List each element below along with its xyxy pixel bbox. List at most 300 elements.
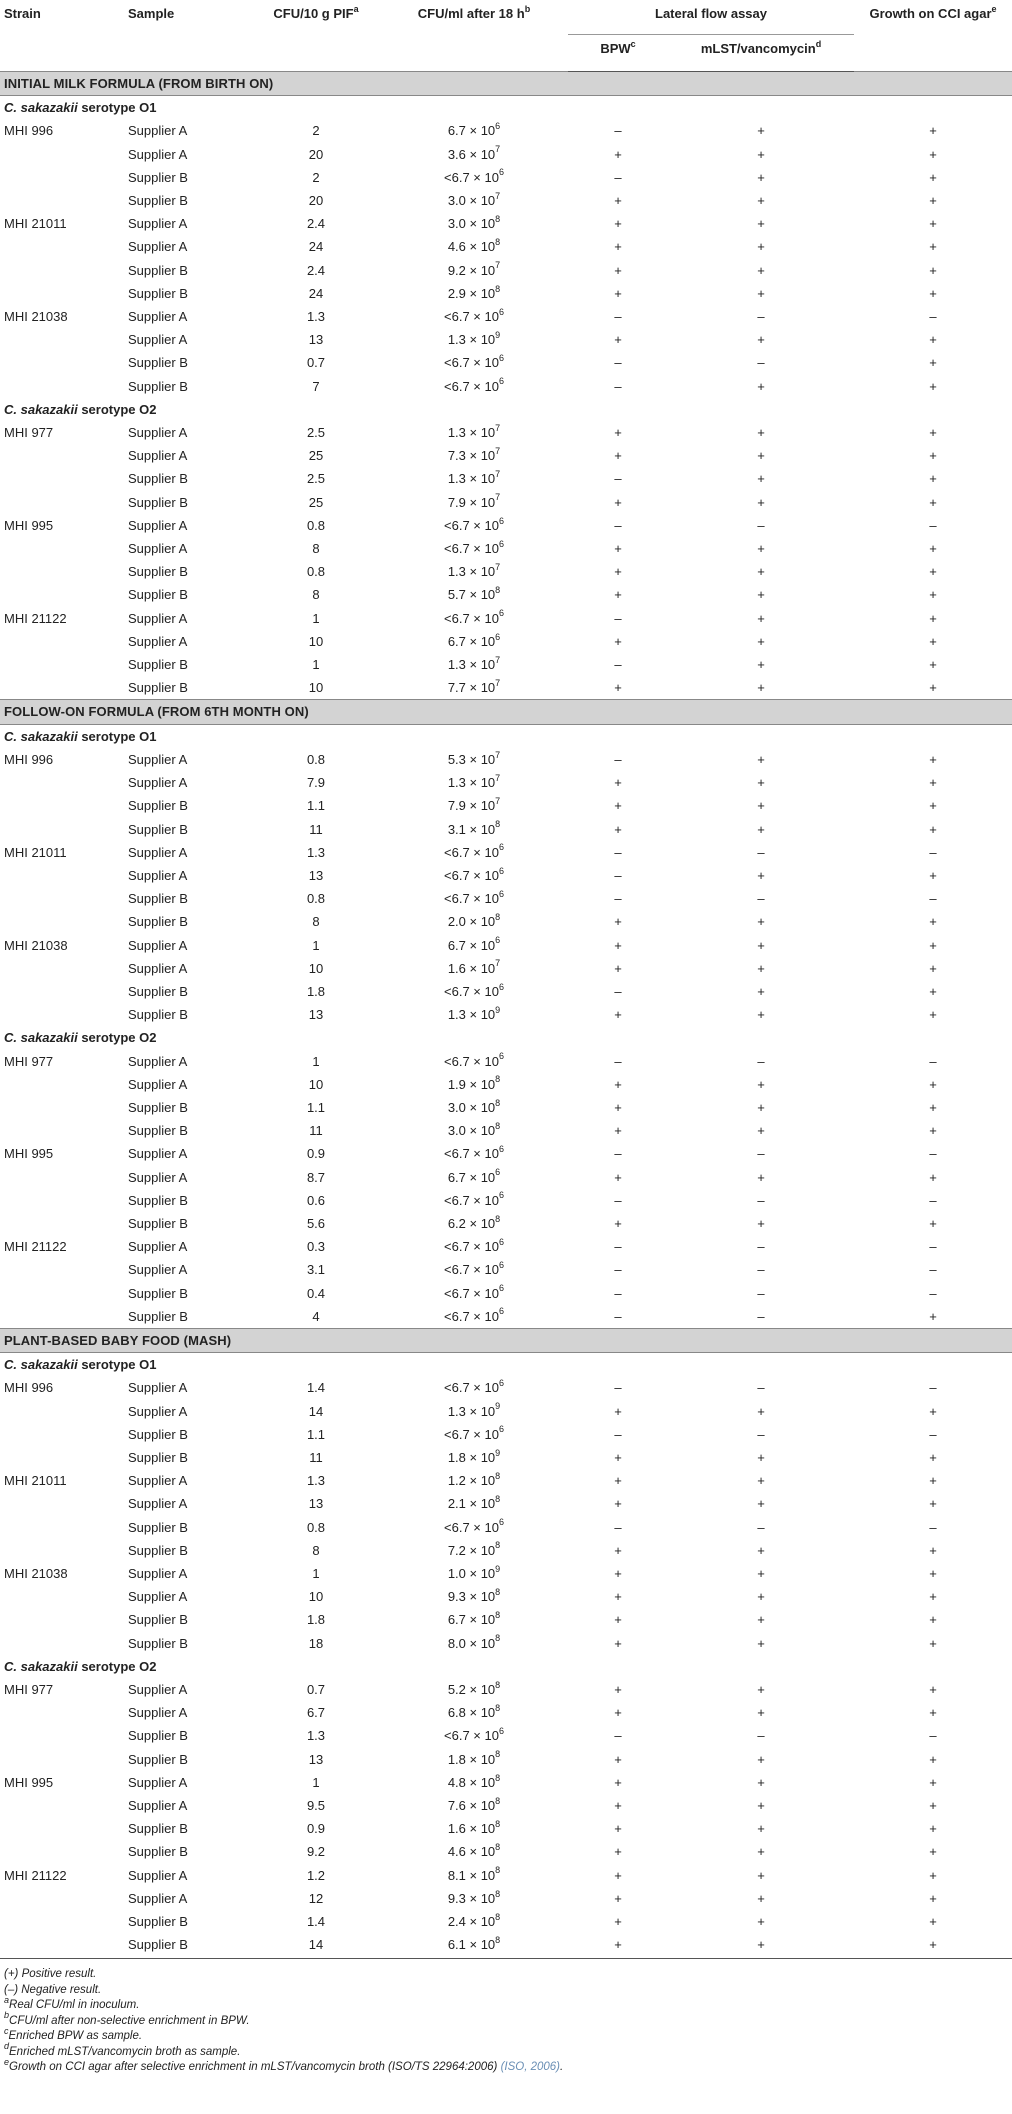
- cell-bpw: –: [614, 1380, 622, 1396]
- section-title: INITIAL MILK FORMULA (FROM BIRTH ON): [0, 72, 1012, 96]
- cell-cfu-ml: $7.2 \times 10^8$: [447, 1540, 501, 1558]
- col-cfu-ml: CFU/ml after 18 $h^b$: [417, 3, 531, 21]
- cell-sample: Supplier A: [128, 1798, 188, 1814]
- cell-cfu-ml: $7.7 \times 10^7$: [447, 677, 501, 696]
- cell-mlst: –: [757, 1519, 765, 1535]
- cell-cfu-pif: 10: [308, 960, 324, 976]
- cell-bpw: +: [614, 1635, 622, 1651]
- cell-bpw: +: [614, 821, 622, 837]
- cell-sample: Supplier B: [128, 1914, 188, 1930]
- cell-sample: Supplier B: [128, 355, 188, 371]
- table-row: [0, 1305, 1012, 1329]
- table-row: [0, 1376, 1012, 1399]
- serotype-title: C. sakazakii serotype O1: [4, 1357, 157, 1373]
- cell-strain: [0, 1701, 124, 1724]
- table-row: [0, 630, 1012, 653]
- cell-sample: Supplier B: [128, 1519, 188, 1535]
- cell-mlst: +: [757, 867, 765, 883]
- cell-sample: Supplier A: [128, 751, 188, 767]
- cell-growth: +: [929, 471, 937, 487]
- cell-sample: Supplier B: [128, 1123, 188, 1139]
- table-row: [0, 1748, 1012, 1771]
- cell-cfu-ml: $1.3 \times 10^9$: [447, 1004, 501, 1023]
- table-row: [0, 1771, 1012, 1794]
- cell-mlst: +: [757, 798, 765, 814]
- cell-growth: +: [929, 1496, 937, 1512]
- cell-cfu-pif: 9.5: [306, 1798, 326, 1814]
- cell-mlst: +: [757, 1099, 765, 1115]
- cell-cfu-ml: $7.3 \times 10^7$: [447, 445, 501, 464]
- cell-growth: +: [929, 123, 937, 139]
- table-row: [0, 1887, 1012, 1910]
- cell-growth: +: [929, 262, 937, 278]
- cell-strain: [0, 1305, 124, 1329]
- cell-mlst: –: [757, 1239, 765, 1255]
- table-row: [0, 1933, 1012, 1956]
- cell-cfu-ml: $6.7 \times 10^8$: [447, 1610, 501, 1628]
- cell-sample: Supplier B: [128, 680, 188, 696]
- cell-cfu-ml: $1.3 \times 10^7$: [447, 772, 501, 791]
- cell-bpw: +: [614, 494, 622, 510]
- cell-growth: +: [929, 1798, 937, 1814]
- cell-cfu-pif: 1.2: [306, 1867, 326, 1883]
- cell-strain: [0, 1794, 124, 1817]
- cell-mlst: +: [757, 1867, 765, 1883]
- cell-growth: +: [929, 775, 937, 791]
- cell-cfu-ml: $<6.7 \times 10^6$: [444, 538, 504, 557]
- cell-cfu-pif: 18: [308, 1635, 324, 1651]
- cell-strain: MHI 21038: [4, 1566, 68, 1581]
- cell-bpw: +: [614, 633, 622, 649]
- cell-cfu-pif: 1: [312, 1053, 320, 1069]
- cell-strain: [0, 1492, 124, 1515]
- cell-strain: MHI 996: [4, 1380, 54, 1396]
- cell-sample: Supplier B: [128, 1844, 188, 1860]
- cell-strain: [0, 980, 124, 1003]
- cell-strain: MHI 977: [4, 1053, 54, 1069]
- cell-strain: [0, 583, 124, 606]
- cell-sample: Supplier B: [128, 1449, 188, 1465]
- cell-growth: +: [929, 657, 937, 673]
- cell-mlst: +: [757, 193, 765, 209]
- cell-cfu-pif: 11: [309, 1449, 323, 1465]
- cell-growth: +: [929, 680, 937, 696]
- cell-growth: –: [929, 1426, 937, 1442]
- cell-sample: Supplier B: [128, 891, 188, 907]
- cell-bpw: +: [614, 587, 622, 603]
- cell-growth: +: [929, 587, 937, 603]
- table-row: [0, 1701, 1012, 1724]
- cell-bpw: –: [614, 983, 622, 999]
- table-row: [0, 1585, 1012, 1608]
- serotype-group-header: [0, 1353, 1012, 1377]
- cell-cfu-ml: $1.3 \times 10^7$: [447, 561, 501, 580]
- table-row: [0, 189, 1012, 212]
- cell-mlst: +: [757, 633, 765, 649]
- cell-sample: Supplier B: [128, 1542, 188, 1558]
- cell-cfu-ml: $1.6 \times 10^7$: [447, 958, 501, 976]
- cell-bpw: –: [614, 123, 622, 139]
- cell-bpw: –: [614, 867, 622, 883]
- cell-cfu-ml: $9.2 \times 10^7$: [447, 260, 501, 278]
- cell-strain: [0, 1282, 124, 1305]
- cell-sample: Supplier A: [128, 1403, 188, 1419]
- cell-cfu-ml: $<6.7 \times 10^6$: [444, 1306, 504, 1324]
- cell-bpw: +: [614, 1774, 622, 1790]
- cell-growth: +: [929, 1635, 937, 1651]
- cell-sample: Supplier A: [128, 775, 188, 791]
- cell-sample: Supplier B: [128, 471, 188, 487]
- cell-strain: [0, 630, 124, 653]
- cell-cfu-pif: 14: [308, 1937, 324, 1953]
- cell-growth: +: [929, 355, 937, 371]
- cell-strain: [0, 1258, 124, 1281]
- cell-bpw: +: [614, 1589, 622, 1605]
- cell-cfu-pif: 3.1: [306, 1262, 326, 1278]
- cell-cfu-ml: $6.7 \times 10^6$: [447, 631, 501, 649]
- table-row: [0, 351, 1012, 374]
- cell-cfu-ml: $6.7 \times 10^6$: [447, 935, 501, 953]
- cell-growth: –: [929, 309, 937, 325]
- cell-sample: Supplier B: [128, 587, 188, 603]
- cell-mlst: +: [757, 541, 765, 557]
- table-row: [0, 1469, 1012, 1492]
- cell-cfu-ml: $<6.7 \times 10^6$: [444, 1236, 504, 1255]
- table-row: [0, 676, 1012, 700]
- cell-sample: Supplier A: [128, 239, 188, 255]
- cell-bpw: +: [614, 1076, 622, 1092]
- cell-bpw: –: [614, 657, 622, 673]
- table-row: [0, 980, 1012, 1003]
- cell-bpw: +: [614, 1169, 622, 1185]
- cell-strain: [0, 1840, 124, 1863]
- cell-cfu-pif: 24: [308, 285, 324, 301]
- cell-sample: Supplier A: [128, 1380, 188, 1396]
- footnote-negative: (–) Negative result.: [4, 1983, 102, 1996]
- cell-mlst: –: [757, 891, 765, 907]
- cell-mlst: +: [757, 332, 765, 348]
- cell-mlst: +: [757, 1635, 765, 1651]
- cell-cfu-pif: 7: [312, 378, 320, 394]
- cell-cfu-ml: $1.8 \times 10^8$: [447, 1749, 501, 1767]
- cell-mlst: +: [757, 680, 765, 696]
- cell-sample: Supplier B: [128, 1285, 188, 1301]
- cell-mlst: +: [757, 239, 765, 255]
- cell-mlst: +: [757, 1007, 765, 1023]
- cell-bpw: +: [614, 937, 622, 953]
- cell-growth: +: [929, 1123, 937, 1139]
- cell-bpw: –: [614, 1426, 622, 1442]
- cell-mlst: +: [757, 1612, 765, 1628]
- cell-mlst: +: [757, 1821, 765, 1837]
- cell-cfu-pif: 2.4: [306, 216, 326, 232]
- cell-cfu-ml: $4.6 \times 10^8$: [447, 237, 501, 255]
- cell-strain: MHI 21011: [4, 844, 67, 860]
- cell-strain: [0, 560, 124, 583]
- cell-growth: +: [929, 1099, 937, 1115]
- cell-strain: [0, 1724, 124, 1747]
- cell-cfu-pif: 1.1: [306, 1099, 326, 1115]
- cell-bpw: –: [614, 1519, 622, 1535]
- cell-strain: [0, 1585, 124, 1608]
- table-row: [0, 259, 1012, 282]
- serotype-title: C. sakazakii serotype O2: [4, 1658, 157, 1674]
- cell-growth: +: [929, 1308, 937, 1324]
- cell-bpw: –: [614, 517, 622, 533]
- cell-mlst: +: [757, 751, 765, 767]
- cell-bpw: +: [614, 216, 622, 232]
- table-row: [0, 1235, 1012, 1258]
- cell-sample: Supplier A: [128, 448, 188, 464]
- cell-strain: MHI 995: [4, 517, 54, 533]
- cell-sample: Supplier B: [128, 1937, 188, 1953]
- cell-strain: [0, 1166, 124, 1189]
- cell-sample: Supplier A: [128, 610, 188, 626]
- cell-growth: +: [929, 541, 937, 557]
- cell-sample: Supplier B: [128, 1099, 188, 1115]
- serotype-title: C. sakazakii serotype O2: [4, 1030, 157, 1046]
- footnote-c: $^c$Enriched BPW as sample.: [4, 2025, 143, 2043]
- cell-mlst: +: [757, 378, 765, 394]
- cell-bpw: +: [614, 1473, 622, 1489]
- footnote-a: $^a$Real CFU/ml in inoculum.: [4, 1994, 140, 2012]
- table-row: [0, 1632, 1012, 1655]
- iso-reference-link[interactable]: (ISO, 2006): [500, 2061, 561, 2074]
- cell-cfu-ml: $<6.7 \times 10^6$: [444, 981, 504, 999]
- cell-strain: MHI 21011: [4, 1473, 67, 1489]
- cell-growth: +: [929, 564, 937, 580]
- table-row: [0, 957, 1012, 980]
- cell-cfu-ml: $9.3 \times 10^8$: [447, 1586, 501, 1605]
- cell-bpw: –: [614, 844, 622, 860]
- table-row: [0, 1400, 1012, 1423]
- cell-bpw: +: [614, 1821, 622, 1837]
- cell-cfu-ml: $<6.7 \times 10^6$: [444, 515, 504, 533]
- col-growth: Growth on CCI agar$^e$: [869, 3, 997, 21]
- cell-strain: [0, 1096, 124, 1119]
- cell-cfu-pif: 1: [312, 1774, 320, 1790]
- cell-cfu-ml: $1.3 \times 10^7$: [447, 654, 501, 673]
- cell-cfu-ml: $1.3 \times 10^9$: [447, 1401, 501, 1419]
- cell-growth: +: [929, 1449, 937, 1465]
- cell-mlst: –: [757, 1192, 765, 1208]
- cell-cfu-pif: 25: [308, 448, 324, 464]
- cell-strain: MHI 996: [4, 751, 54, 767]
- table-row: [0, 166, 1012, 189]
- cell-strain: MHI 995: [4, 1774, 54, 1790]
- cell-cfu-ml: $<6.7 \times 10^6$: [444, 1726, 504, 1744]
- table-row: [0, 1794, 1012, 1817]
- cell-mlst: +: [757, 471, 765, 487]
- cell-sample: Supplier A: [128, 1890, 188, 1906]
- cell-strain: [0, 794, 124, 817]
- cell-sample: Supplier A: [128, 960, 188, 976]
- cell-strain: [0, 1632, 124, 1655]
- cell-strain: [0, 166, 124, 189]
- cell-growth: +: [929, 1751, 937, 1767]
- cell-cfu-pif: 2.5: [306, 425, 326, 441]
- cell-cfu-ml: $5.7 \times 10^8$: [447, 585, 501, 603]
- cell-sample: Supplier B: [128, 1821, 188, 1837]
- cell-growth: +: [929, 1612, 937, 1628]
- table-row: [0, 771, 1012, 794]
- cell-cfu-pif: 11: [309, 821, 323, 837]
- cell-cfu-pif: 2.4: [306, 262, 326, 278]
- cell-strain: MHI 21122: [4, 610, 67, 626]
- cell-mlst: +: [757, 1589, 765, 1605]
- cell-cfu-ml: $1.0 \times 10^9$: [447, 1563, 501, 1581]
- table-row: [0, 560, 1012, 583]
- cell-bpw: +: [614, 564, 622, 580]
- cell-bpw: +: [614, 1612, 622, 1628]
- cell-strain: [0, 771, 124, 794]
- cell-strain: [0, 818, 124, 841]
- table-row: [0, 1910, 1012, 1933]
- cell-bpw: –: [614, 1146, 622, 1162]
- cell-sample: Supplier B: [128, 914, 188, 930]
- cell-bpw: +: [614, 541, 622, 557]
- cell-mlst: +: [757, 1890, 765, 1906]
- cell-sample: Supplier B: [128, 798, 188, 814]
- cell-cfu-pif: 2: [312, 123, 320, 139]
- cell-bpw: –: [614, 1285, 622, 1301]
- section-title: FOLLOW-ON FORMULA (FROM 6TH MONTH ON): [0, 700, 1012, 724]
- cell-sample: Supplier A: [128, 1705, 188, 1721]
- cell-cfu-pif: 0.9: [306, 1821, 326, 1837]
- cell-cfu-pif: 25: [308, 494, 324, 510]
- cell-strain: [0, 1400, 124, 1423]
- cell-growth: +: [929, 494, 937, 510]
- cell-strain: [0, 1748, 124, 1771]
- cell-growth: +: [929, 960, 937, 976]
- cell-cfu-pif: 1: [312, 657, 320, 673]
- cell-mlst: –: [757, 355, 765, 371]
- cell-growth: +: [929, 216, 937, 232]
- cell-mlst: +: [757, 1169, 765, 1185]
- serotype-title: C. sakazakii serotype O1: [4, 728, 157, 744]
- cell-growth: –: [929, 1380, 937, 1396]
- cell-sample: Supplier A: [128, 332, 188, 348]
- cell-growth: –: [929, 1053, 937, 1069]
- cell-strain: [0, 1119, 124, 1142]
- cell-growth: +: [929, 169, 937, 185]
- cell-strain: [0, 1212, 124, 1235]
- table-row: [0, 818, 1012, 841]
- cell-cfu-ml: $3.6 \times 10^7$: [447, 144, 501, 162]
- cell-growth: +: [929, 332, 937, 348]
- cell-cfu-pif: 8: [312, 541, 320, 557]
- cell-cfu-pif: 1.3: [306, 1473, 326, 1489]
- cell-strain: [0, 910, 124, 933]
- cell-growth: +: [929, 798, 937, 814]
- cell-bpw: +: [614, 285, 622, 301]
- cell-growth: +: [929, 448, 937, 464]
- col-cfu-pif: CFU/10 g PIF$^a$: [273, 3, 359, 21]
- cell-cfu-ml: $6.7 \times 10^6$: [447, 1167, 501, 1185]
- cell-growth: +: [929, 610, 937, 626]
- cell-growth: +: [929, 1566, 937, 1581]
- cell-strain: [0, 537, 124, 560]
- cell-bpw: –: [614, 1308, 622, 1324]
- cell-bpw: +: [614, 1007, 622, 1023]
- cell-strain: [0, 467, 124, 490]
- cell-strain: [0, 189, 124, 212]
- cell-strain: [0, 1910, 124, 1933]
- cell-sample: Supplier B: [128, 193, 188, 209]
- cell-mlst: +: [757, 564, 765, 580]
- footnote-d: $^d$Enriched mLST/vancomycin broth as sample.: [4, 2041, 241, 2058]
- cell-growth: +: [929, 914, 937, 930]
- cell-sample: Supplier A: [128, 517, 188, 533]
- cell-growth: +: [929, 285, 937, 301]
- cell-mlst: –: [757, 1308, 765, 1324]
- cell-bpw: –: [614, 610, 622, 626]
- section-title: PLANT-BASED BABY FOOD (MASH): [0, 1328, 1012, 1352]
- table-row: [0, 748, 1012, 771]
- cell-strain: [0, 1608, 124, 1631]
- cell-cfu-pif: 1.3: [306, 309, 326, 325]
- cell-cfu-pif: 1.4: [306, 1380, 326, 1396]
- cell-growth: –: [929, 844, 937, 860]
- cell-growth: +: [929, 146, 937, 162]
- cell-strain: [0, 1539, 124, 1562]
- cell-mlst: –: [757, 309, 765, 325]
- cell-sample: Supplier A: [128, 1473, 188, 1489]
- table-row: [0, 1003, 1012, 1026]
- cell-strain: [0, 235, 124, 258]
- serotype-group-header: [0, 1655, 1012, 1678]
- cell-cfu-pif: 10: [308, 633, 324, 649]
- cell-mlst: +: [757, 657, 765, 673]
- cell-growth: +: [929, 1215, 937, 1231]
- cell-growth: +: [929, 378, 937, 394]
- cell-mlst: +: [757, 1076, 765, 1092]
- cell-cfu-pif: 1: [312, 1566, 320, 1581]
- cell-mlst: –: [757, 1426, 765, 1442]
- cell-growth: +: [929, 1774, 937, 1790]
- table-row: [0, 1166, 1012, 1189]
- cell-cfu-pif: 1.4: [306, 1914, 326, 1930]
- cell-strain: [0, 1423, 124, 1446]
- cell-sample: Supplier B: [128, 378, 188, 394]
- cell-cfu-ml: $8.0 \times 10^8$: [447, 1633, 501, 1651]
- cell-growth: –: [929, 1146, 937, 1162]
- cell-strain: MHI 21122: [4, 1239, 67, 1255]
- cell-bpw: –: [614, 309, 622, 325]
- cell-bpw: +: [614, 1542, 622, 1558]
- cell-sample: Supplier A: [128, 309, 188, 325]
- table-row: [0, 467, 1012, 490]
- table-row: [0, 1864, 1012, 1887]
- table-row: [0, 1608, 1012, 1631]
- cell-strain: [0, 1446, 124, 1469]
- table-row: [0, 119, 1012, 142]
- cell-cfu-ml: $2.9 \times 10^8$: [447, 283, 501, 301]
- cell-cfu-pif: 1.8: [306, 983, 326, 999]
- cell-sample: Supplier B: [128, 262, 188, 278]
- cell-cfu-pif: 8: [312, 587, 320, 603]
- cell-cfu-pif: 0.7: [306, 355, 326, 371]
- table-row: [0, 537, 1012, 560]
- table-row: [0, 1678, 1012, 1701]
- cell-growth: –: [929, 1262, 937, 1278]
- cell-mlst: +: [757, 1937, 765, 1953]
- cell-cfu-ml: $2.0 \times 10^8$: [447, 911, 501, 930]
- col-strain: Strain: [4, 6, 41, 21]
- cell-strain: [0, 1933, 124, 1956]
- cell-cfu-ml: $<6.7 \times 10^6$: [444, 1424, 504, 1442]
- cell-bpw: +: [614, 1403, 622, 1419]
